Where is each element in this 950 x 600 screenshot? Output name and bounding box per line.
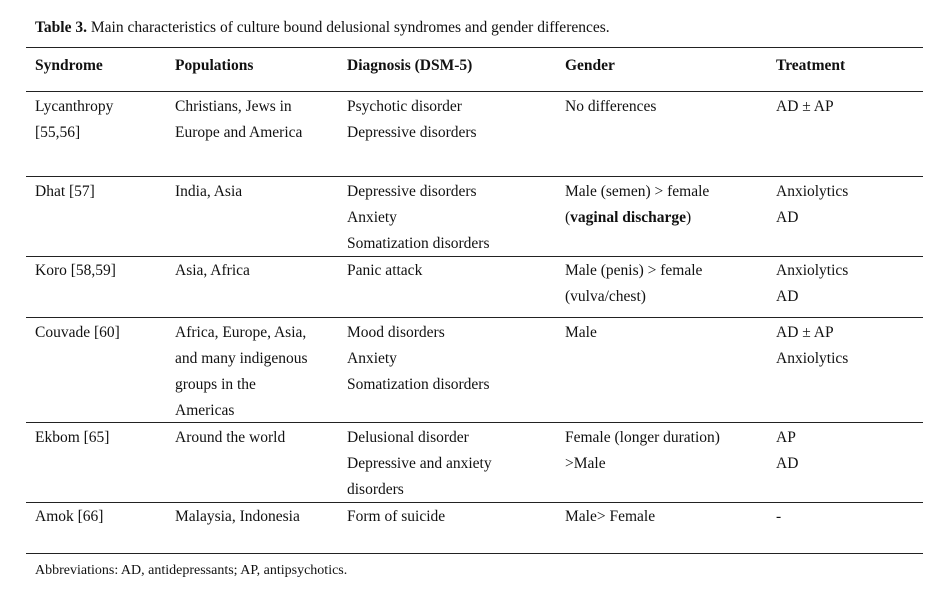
row-divider — [26, 256, 923, 257]
table-caption — [35, 19, 610, 37]
cell-treatment: - — [776, 508, 782, 525]
cell-treatment: Anxiolytics AD — [776, 183, 849, 226]
cell-gender: Female (longer duration) >Male — [565, 429, 720, 472]
row-divider — [26, 317, 923, 318]
row-divider — [26, 422, 923, 423]
top-rule — [26, 47, 923, 48]
cell-populations: Christians, Jews in Europe and America — [175, 98, 303, 141]
row-divider — [26, 176, 923, 177]
cell-populations: India, Asia — [175, 183, 243, 200]
cell-syndrome: Ekbom [65] — [35, 429, 110, 446]
header-populations: Populations — [175, 57, 254, 74]
header-rule — [26, 91, 923, 92]
cell-syndrome: Amok [66] — [35, 508, 104, 525]
cell-treatment: Anxiolytics AD — [776, 262, 849, 305]
bottom-rule — [26, 553, 923, 554]
cell-populations: Asia, Africa — [175, 262, 250, 279]
cell-treatment: AP AD — [776, 429, 799, 472]
header-syndrome: Syndrome — [35, 57, 103, 74]
cell-syndrome: Couvade [60] — [35, 324, 120, 341]
cell-gender: No differences — [565, 98, 657, 115]
cell-diagnosis: Panic attack — [347, 262, 423, 279]
cell-gender: Male> Female — [565, 508, 656, 525]
header-diagnosis: Diagnosis (DSM-5) — [347, 57, 473, 74]
cell-syndrome: Lycanthropy [55,56] — [35, 98, 114, 141]
cell-gender: Male (semen) > female (vaginal discharge) — [565, 183, 710, 226]
cell-gender: Male (penis) > female (vulva/chest) — [565, 262, 703, 305]
cell-diagnosis: Delusional disorder Depressive and anxiety disorders — [347, 429, 492, 498]
bold-gender-note: vaginal discharge — [570, 209, 686, 226]
cell-diagnosis: Mood disorders Anxiety Somatization disorders — [347, 324, 490, 393]
cell-gender: Male — [565, 324, 597, 341]
cell-populations: Around the world — [175, 429, 286, 446]
cell-diagnosis: Psychotic disorder Depressive disorders — [347, 98, 477, 141]
cell-diagnosis: Depressive disorders Anxiety Somatization disorders — [347, 183, 490, 252]
table-footnote: Abbreviations: AD, antidepressants; AP, antipsychotics. — [35, 563, 348, 578]
cell-populations: Malaysia, Indonesia — [175, 508, 300, 525]
caption-text: Main characteristics of culture bound delusional syndromes and gender differences. — [86, 19, 610, 36]
header-gender: Gender — [565, 57, 615, 74]
cell-diagnosis: Form of suicide — [347, 508, 446, 525]
cell-syndrome: Koro [58,59] — [35, 262, 116, 279]
cell-treatment: AD ± AP Anxiolytics — [776, 324, 849, 367]
table-label: Table 3. — [35, 19, 87, 36]
cell-treatment: AD ± AP — [776, 98, 834, 115]
cell-populations: Africa, Europe, Asia, and many indigenous groups in the Americas — [175, 324, 308, 419]
header-treatment: Treatment — [776, 57, 846, 74]
cell-syndrome: Dhat [57] — [35, 183, 95, 200]
row-divider — [26, 502, 923, 503]
